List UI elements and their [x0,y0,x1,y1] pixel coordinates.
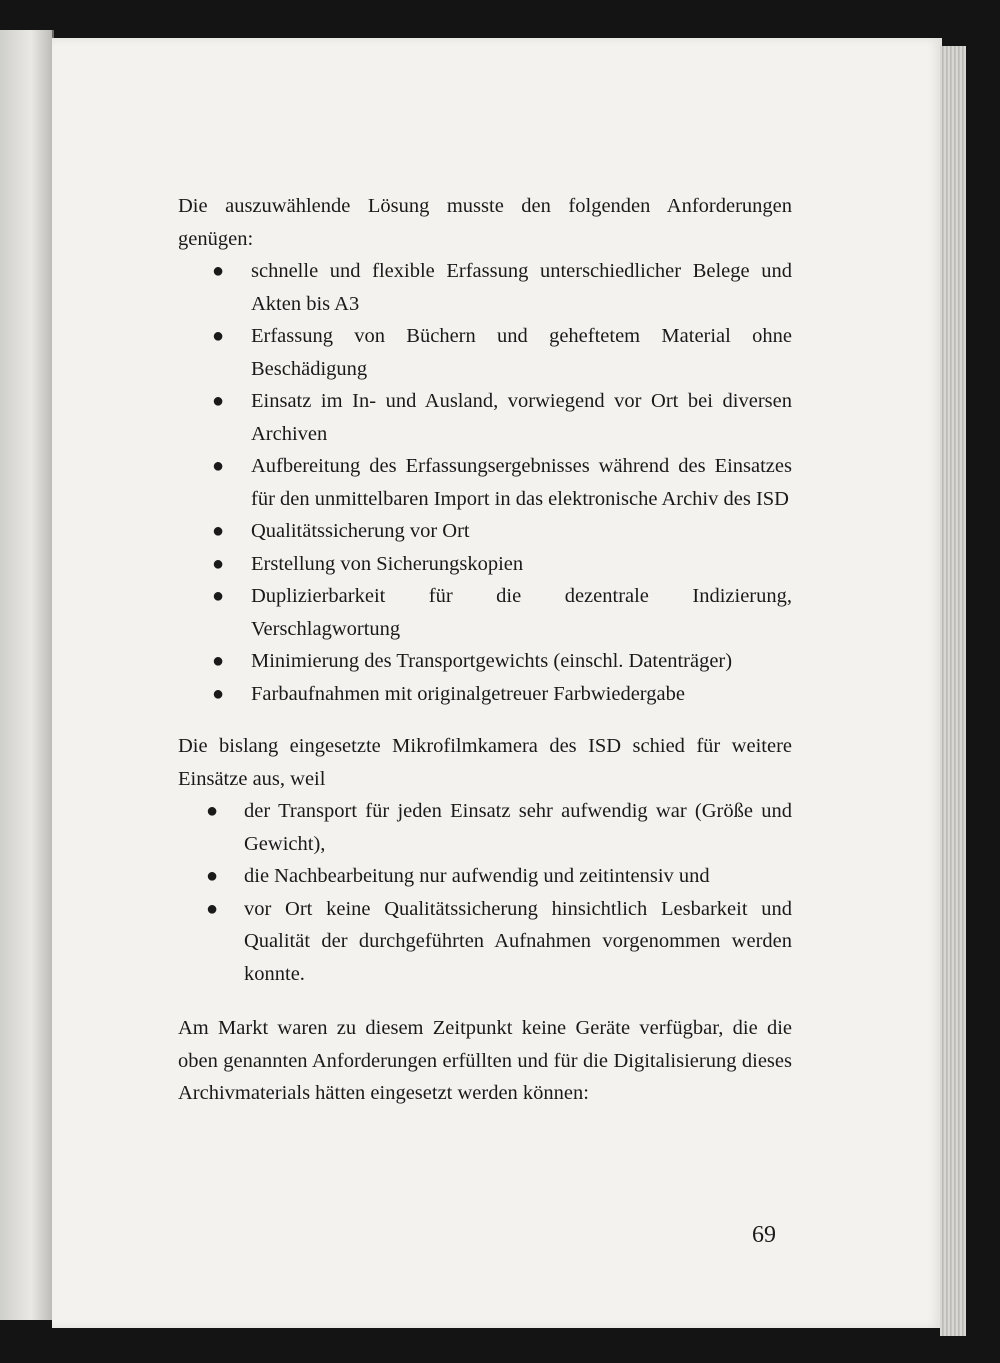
bullet-icon: ● [206,897,219,920]
requirements-list [178,255,792,710]
list-item: ● der Transport für jeden Einsatz sehr aufwendig war (Größe und Gewicht), [178,795,792,860]
list-item: ● Aufbereitung des Erfassungsergebnisses während des Einsatzes für den unmittelbaren Import in das elektronische Archiv des ISD [178,450,792,515]
intro-paragraph: Die auszuwählende Lösung musste den folgenden Anforderungen genügen: [178,195,792,250]
bullet-icon: ● [212,520,225,542]
bullet-icon: ● [212,585,225,607]
bullet-icon: ● [212,455,225,477]
list-item: ● die Nachbearbeitung nur aufwendig und zeitintensiv und [178,860,792,893]
camera-paragraph: Die bislang eingesetzte Mikrofilmkamera des ISD schied für weitere Einsätze aus, weil [178,735,792,790]
bullet-icon: ● [206,865,219,887]
bullet-icon: ● [212,390,225,412]
list-item: ● Farbaufnahmen mit originalgetreuer Farbwiedergabe [178,678,792,711]
market-paragraph: Am Markt waren zu diesem Zeitpunkt keine Geräte verfügbar, die die oben genannten Anforderungen erfüllten und für die Digitalisierung dieses Archivmaterials hätten eingesetzt werden können: [178,1017,792,1104]
list-item: ● Duplizierbarkeit für die dezentrale Indizierung, Verschlagwortung [178,580,792,645]
bullet-icon: ● [212,682,225,705]
list-item: ● Minimierung des Transportgewichts (einschl. Datenträger) [178,645,792,678]
list-item: ● Erstellung von Sicherungskopien [178,548,792,581]
adjacent-page-edge [0,30,54,1320]
page-text [178,190,792,1110]
page-stack-edges [940,46,966,1336]
list-item: ● schnelle und flexible Erfassung unterschiedlicher Belege und Akten bis A3 [178,255,792,320]
list-item: ● Erfassung von Büchern und geheftetem Material ohne Beschädigung [178,320,792,385]
bullet-icon: ● [212,552,225,575]
bullet-icon: ● [212,650,225,672]
camera-issues-list [178,795,792,990]
bullet-icon: ● [212,325,225,347]
list-item: ● Qualitätssicherung vor Ort [178,515,792,548]
bullet-icon: ● [212,260,225,282]
bullet-icon: ● [206,800,219,822]
list-item: ● Einsatz im In- und Ausland, vorwiegend vor Ort bei diversen Archiven [178,385,792,450]
list-item: ● vor Ort keine Qualitätssicherung hinsichtlich Lesbarkeit und Qualität der durchgeführten Aufnahmen vorgenommen werden konnte. [178,893,792,991]
page-number: 69 [752,1222,776,1248]
